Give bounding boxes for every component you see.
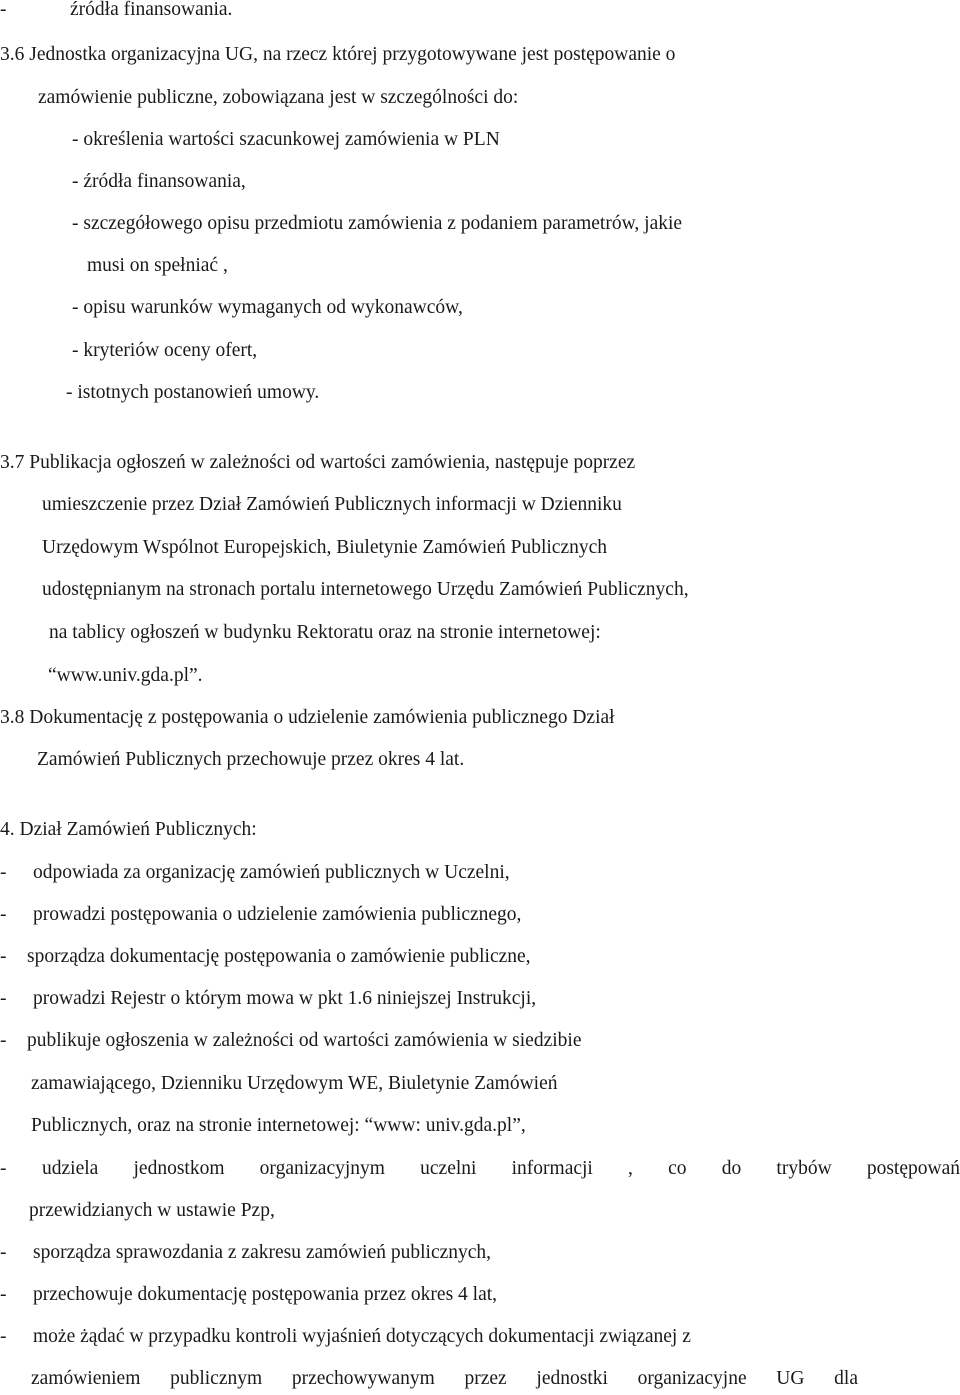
list-dash: - [0,1284,7,1305]
text-line: udostępnianym na stronach portalu internetowego Urzędu Zamówień Publicznych, [42,579,689,600]
list-item: - określenia wartości szacunkowej zamówienia w PLN [72,129,500,150]
text-line: musi on spełniać , [87,255,228,276]
list-item: - źródła finansowania, [72,171,246,192]
text-line: zamówieniem publicznym przechowywanym przez jednostki organizacyjne UG dla [31,1368,858,1389]
list-item: - istotnych postanowień umowy. [66,382,320,403]
list-item: sporządza sprawozdania z zakresu zamówień publicznych, [33,1242,492,1263]
text-line: Publicznych, oraz na stronie internetowej: “www: univ.gda.pl”, [31,1115,526,1136]
list-item: - opisu warunków wymaganych od wykonawców, [72,297,463,318]
list-dash: - [0,904,7,925]
list-item: - kryteriów oceny ofert, [72,340,258,361]
section-4-heading: 4. Dział Zamówień Publicznych: [0,819,257,840]
list-dash: - [0,1030,7,1051]
list-item: może żądać w przypadku kontroli wyjaśnień dotyczących dokumentacji związanej z [33,1326,691,1347]
section-3-6-heading: 3.6 Jednostka organizacyjna UG, na rzecz której przygotowywane jest postępowanie o [0,44,676,65]
list-item: prowadzi postępowania o udzielenie zamówienia publicznego, [33,904,522,925]
list-item: sporządza dokumentację postępowania o zamówienie publiczne, [27,946,531,967]
list-dash: - [0,946,7,967]
url-text: “www.univ.gda.pl”. [48,665,203,686]
list-item: publikuje ogłoszenia w zależności od wartości zamówienia w siedzibie [27,1030,582,1051]
section-3-8-heading: 3.8 Dokumentację z postępowania o udzielenie zamówienia publicznego Dział [0,707,615,728]
text-line: Zamówień Publicznych przechowuje przez okres 4 lat. [37,749,465,770]
text-line: źródła finansowania. [70,0,233,20]
text-line: przewidzianych w ustawie Pzp, [29,1200,275,1221]
list-item: prowadzi Rejestr o którym mowa w pkt 1.6 niniejszej Instrukcji, [33,988,537,1009]
text-line: na tablicy ogłoszeń w budynku Rektoratu oraz na stronie internetowej: [49,622,601,643]
list-dash: - [0,1242,7,1263]
list-item: - szczegółowego opisu przedmiotu zamówienia z podaniem parametrów, jakie [72,213,683,234]
list-dash: - [0,862,7,883]
list-item: przechowuje dokumentację postępowania przez okres 4 lat, [33,1284,498,1305]
list-dash: - [0,0,7,20]
list-dash: - [0,1158,7,1179]
list-dash: - [0,1326,7,1347]
list-item: udziela jednostkom organizacyjnym uczelni informacji , co do trybów postępowań [42,1158,960,1179]
text-line: Urzędowym Wspólnot Europejskich, Biuletynie Zamówień Publicznych [42,537,608,558]
list-dash: - [0,988,7,1009]
section-3-7-heading: 3.7 Publikacja ogłoszeń w zależności od wartości zamówienia, następuje poprzez [0,452,636,473]
list-item: odpowiada za organizację zamówień publicznych w Uczelni, [33,862,510,883]
text-line: zamówienie publiczne, zobowiązana jest w szczególności do: [38,87,519,108]
text-line: umieszczenie przez Dział Zamówień Publicznych informacji w Dzienniku [42,494,622,515]
text-line: zamawiającego, Dzienniku Urzędowym WE, Biuletynie Zamówień [31,1073,558,1094]
